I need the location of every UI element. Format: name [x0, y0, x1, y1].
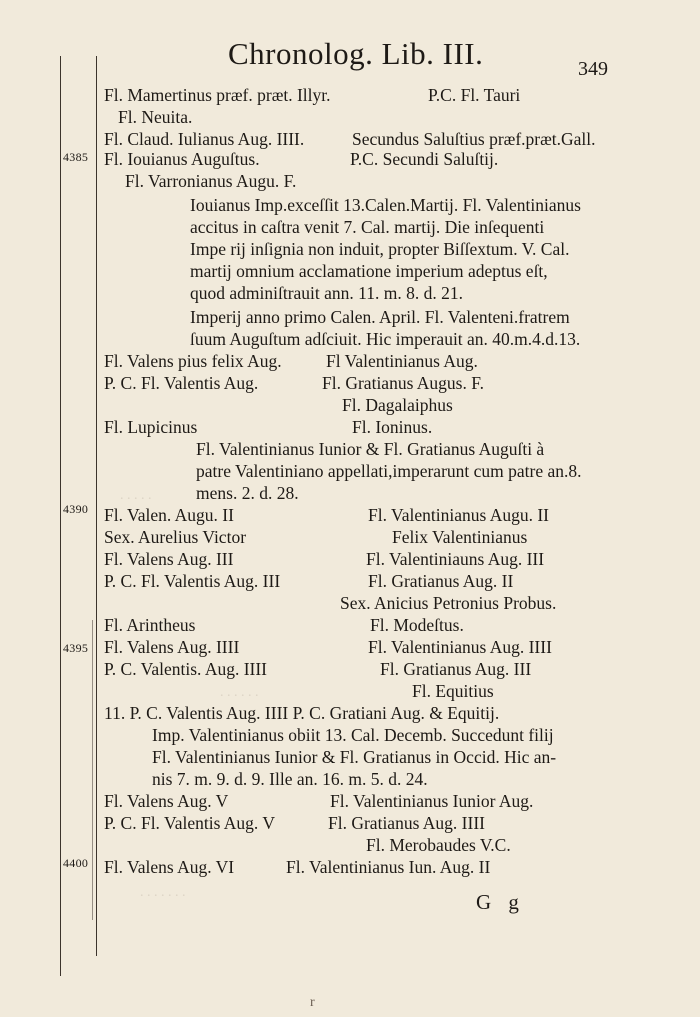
signature-mark: G g [476, 890, 525, 914]
text-line: Fl. Dagalaiphus [342, 395, 453, 415]
text-line: Sex. Aurelius Victor [104, 527, 247, 547]
text-line-right: Fl. Gratianus Aug. III [380, 659, 532, 679]
page-number: 349 [578, 58, 608, 80]
text-line: Fl. Valens Aug. V [104, 791, 229, 811]
text-line: Fl. Merobaudes V.C. [366, 835, 511, 855]
margin-rule-outer [60, 56, 61, 976]
text-line-right: Fl. Gratianus Aug. IIII [328, 813, 485, 833]
text-line: Fl. Valens pius felix Aug. [104, 351, 282, 371]
bleed-through-text: . . . . . . [220, 685, 259, 700]
text-line: Sex. Anicius Petronius Probus. [340, 593, 557, 613]
text-line: Imp. Valentinianus obiit 13. Cal. Decemb. Succedunt filij [152, 725, 554, 745]
page-ornament: r [310, 995, 315, 1010]
text-line-right: Fl. Gratianus Aug. II [368, 571, 514, 591]
text-line: nis 7. m. 9. d. 9. Ille an. 16. m. 5. d. 24. [152, 769, 428, 789]
text-line: Impe rij inſignia non induit, propter Biſſextum. V. Cal. [190, 239, 570, 259]
text-line: Fl. Neuita. [118, 107, 193, 127]
text-line: Fl. Valentinianus Iunior & Fl. Gratianus in Occid. Hic an- [152, 747, 557, 767]
text-line-right: P.C. Fl. Tauri [428, 85, 521, 105]
text-line-right: Fl. Modeſtus. [370, 615, 464, 635]
margin-year: 4395 [63, 641, 89, 655]
text-line: Iouianus Imp.exceſſit 13.Calen.Martij. Fl. Valentinianus [190, 195, 581, 215]
text-line: Fl. Valens Aug. III [104, 549, 234, 569]
text-line: accitus in caſtra venit 7. Cal. martij. Die inſequenti [190, 217, 545, 237]
text-line: patre Valentiniano appellati,imperarunt cum patre an.8. [196, 461, 582, 481]
text-line: Fl. Iouianus Auguſtus. [104, 149, 260, 169]
text-line: Imperij anno primo Calen. April. Fl. Valenteni.fratrem [190, 307, 570, 327]
text-line: P. C. Fl. Valentis Aug. III [104, 571, 281, 591]
text-line: quod adminiſtrauit ann. 11. m. 8. d. 21. [190, 283, 464, 303]
text-line-right: P.C. Secundi Saluſtij. [350, 149, 499, 169]
text-line: Fl. Lupicinus [104, 417, 198, 437]
text-line-right: Secundus Saluſtius præf.præt.Gall. [352, 129, 596, 149]
text-line: Fl. Valentinianus Iunior & Fl. Gratianus Auguſti à [196, 439, 545, 459]
text-line-right: Fl. Valentinianus Iun. Aug. II [286, 857, 491, 877]
text-line: P. C. Valentis. Aug. IIII [104, 659, 268, 679]
text-line: Fl. Valens Aug. VI [104, 857, 235, 877]
margin-year: 4400 [63, 856, 89, 870]
margin-year: 4390 [63, 502, 89, 516]
text-line: Fl. Valens Aug. IIII [104, 637, 240, 657]
text-line: mens. 2. d. 28. [196, 483, 299, 503]
text-line: P. C. Fl. Valentis Aug. [104, 373, 259, 393]
text-line-right: Fl. Valentinianus Aug. IIII [368, 637, 552, 657]
text-line: Fl. Arintheus [104, 615, 196, 635]
text-line: 11. P. C. Valentis Aug. IIII P. C. Gratiani Aug. & Equitij. [104, 703, 500, 723]
bleed-through-text: . . . . . [120, 488, 152, 503]
text-line: Fl. Mamertinus præf. præt. Illyr. [104, 85, 331, 105]
bleed-through-text: . . . . . . . [140, 885, 186, 900]
text-line: P. C. Fl. Valentis Aug. V [104, 813, 275, 833]
margin-year: 4385 [63, 150, 89, 164]
text-line-right: Fl Valentinianus Aug. [326, 351, 478, 371]
text-line-right: Fl. Valentinianus Iunior Aug. [330, 791, 534, 811]
text-line: Fl. Valen. Augu. II [104, 505, 234, 525]
text-line: martij omnium acclamatione imperium adeptus eſt, [190, 261, 548, 281]
text-line-right: Felix Valentinianus [392, 527, 528, 547]
margin-rule-inner [96, 56, 97, 956]
text-line: ſuum Auguſtum adſciuit. Hic imperauit an. 40.m.4.d.13. [190, 329, 581, 349]
text-line: Fl. Claud. Iulianus Aug. IIII. [104, 129, 305, 149]
text-line-right: Fl. Ioninus. [352, 417, 433, 437]
text-line: Fl. Equitius [412, 681, 494, 701]
text-line-right: Fl. Valentinianus Augu. II [368, 505, 549, 525]
margin-rule-secondary [92, 620, 93, 920]
text-line-right: Fl. Valentiniauns Aug. III [366, 549, 545, 569]
text-line: Fl. Varronianus Augu. F. [125, 171, 297, 191]
text-line-right: Fl. Gratianus Augus. F. [322, 373, 484, 393]
running-header-title: Chronolog. Lib. III. [228, 36, 484, 71]
